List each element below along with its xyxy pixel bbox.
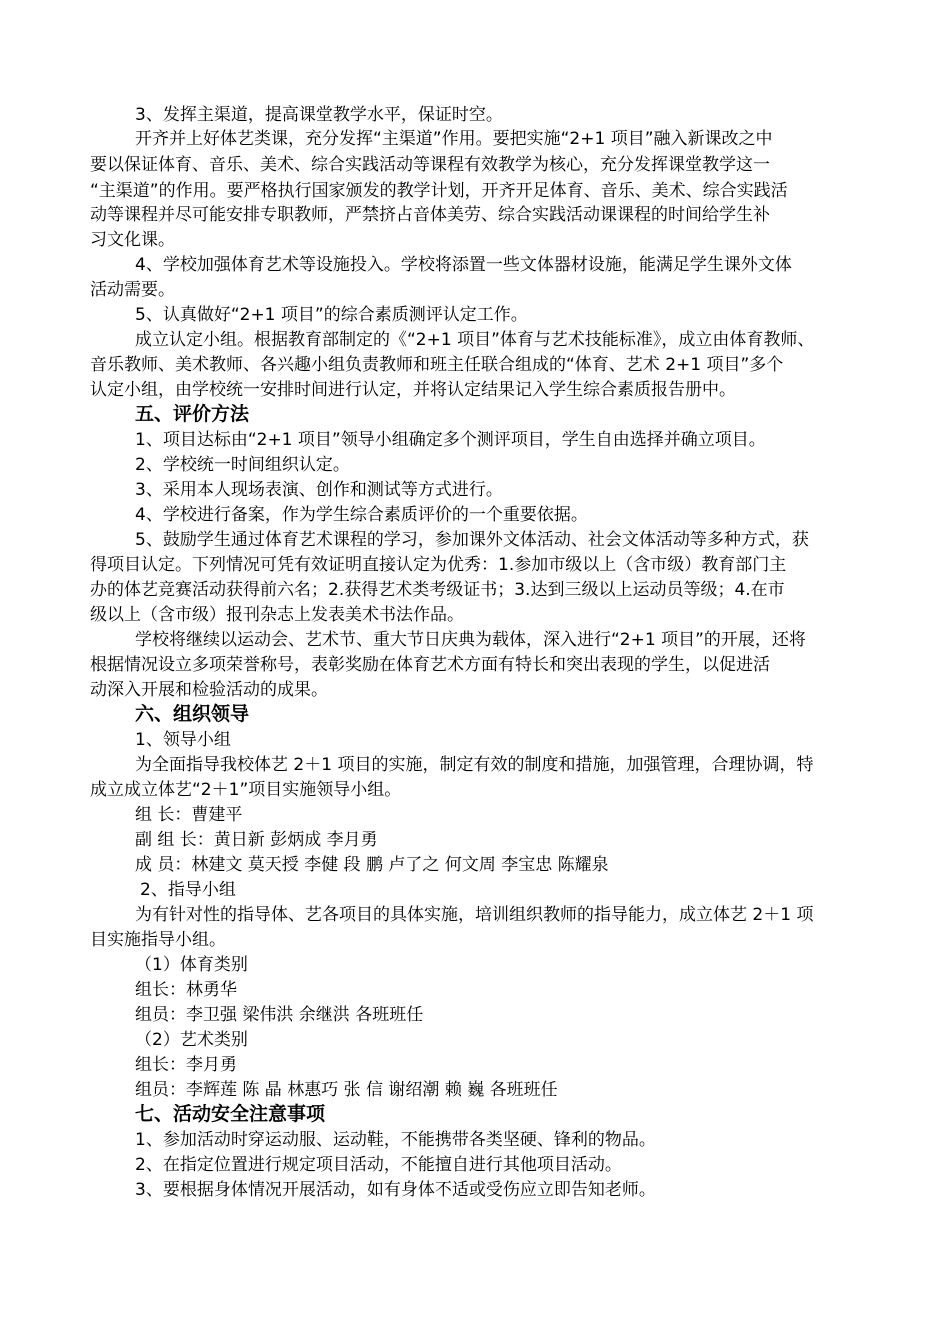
list-item: 1、参加活动时穿运动服、运动鞋，不能携带各类坚硬、锋利的物品。: [135, 1130, 656, 1150]
section-heading: 五、评价方法: [135, 403, 250, 425]
member-line: 组 长：曹建平: [135, 805, 243, 825]
member-line: 成 员：林建文 莫天授 李健 段 鹏 卢了之 何文周 李宝忠 陈耀泉: [135, 855, 609, 875]
list-item: 4、学校进行备案，作为学生综合素质评价的一个重要依据。: [135, 505, 588, 525]
member-line: 组长：林勇华: [135, 980, 237, 1000]
list-item: 3、要根据身体情况开展活动，如有身体不适或受伤应立即告知老师。: [135, 1180, 656, 1200]
list-item: 4、学校加强体育艺术等设施投入。学校将添置一些文体器材设施，能满足学生课外文体: [135, 255, 792, 275]
paragraph-line: 办的体艺竞赛活动获得前六名；2.获得艺术类考级证书；3.达到三级以上运动员等级；4.在市: [90, 580, 785, 600]
list-item: 5、认真做好“2+1 项目”的综合素质测评认定工作。: [135, 305, 528, 325]
paragraph-line: 认定小组，由学校统一安排时间进行认定，并将认定结果记入学生综合素质报告册中。: [90, 380, 736, 400]
member-line: 副 组 长：黄日新 彭炳成 李月勇: [135, 830, 378, 850]
paragraph-line: 活动需要。: [90, 280, 175, 300]
list-item: 3、发挥主渠道，提高课堂教学水平，保证时空。: [135, 105, 503, 125]
subsection-heading: 2、指导小组: [140, 880, 236, 900]
paragraph-line: 目实施指导小组。: [90, 930, 226, 950]
paragraph-line: 成立认定小组。根据教育部制定的《“2+1 项目”体育与艺术技能标准》，成立由体育教师、: [135, 330, 815, 350]
paragraph-line: 级以上（含市级）报刊杂志上发表美术书法作品。: [90, 605, 464, 625]
paragraph-line: 开齐并上好体艺类课，充分发挥“主渠道”作用。要把实施“2+1 项目”融入新课改之中: [135, 129, 773, 149]
list-item: 1、项目达标由“2+1 项目”领导小组确定多个测评项目，学生自由选择并确立项目。: [135, 430, 766, 450]
paragraph-line: 得项目认定。下列情况可凭有效证明直接认定为优秀：1.参加市级以上（含市级）教育部门主: [90, 555, 787, 575]
paragraph-line: 动等课程并尽可能安排专职教师，严禁挤占音体美劳、综合实践活动课课程的时间给学生补: [90, 205, 770, 225]
list-item: 2、学校统一时间组织认定。: [135, 455, 350, 475]
paragraph-line: 成立成立体艺“2＋1”项目实施领导小组。: [90, 780, 402, 800]
paragraph-line: “主渠道”的作用。要严格执行国家颁发的教学计划，开齐开足体育、音乐、美术、综合实践活: [90, 181, 788, 201]
paragraph-line: 为全面指导我校体艺 2＋1 项目的实施，制定有效的制度和措施，加强管理，合理协调，特: [135, 755, 814, 775]
list-item: 5、鼓励学生通过体育艺术课程的学习，参加课外文体活动、社会文体活动等多种方式，获: [135, 530, 809, 550]
category-heading: （2）艺术类别: [135, 1030, 248, 1050]
list-item: 3、采用本人现场表演、创作和测试等方式进行。: [135, 480, 503, 500]
member-line: 组员：李卫强 梁伟洪 余继洪 各班班任: [135, 1005, 424, 1025]
paragraph-line: 学校将继续以运动会、艺术节、重大节日庆典为载体，深入进行“2+1 项目”的开展，还将: [135, 630, 806, 650]
paragraph-line: 动深入开展和检验活动的成果。: [90, 680, 328, 700]
paragraph-line: 根据情况设立多项荣誉称号，表彰奖励在体育艺术方面有特长和突出表现的学生，以促进活: [90, 655, 770, 675]
section-heading: 七、活动安全注意事项: [135, 1103, 326, 1125]
paragraph-line: 音乐教师、美术教师、各兴趣小组负责教师和班主任联合组成的“体育、艺术 2+1 项目”多个: [90, 355, 784, 375]
member-line: 组员：李辉莲 陈 晶 林惠巧 张 信 谢绍潮 赖 巍 各班班任: [135, 1080, 558, 1100]
section-heading: 六、组织领导: [135, 703, 250, 725]
paragraph-line: 习文化课。: [90, 230, 175, 250]
paragraph-line: 为有针对性的指导体、艺各项目的具体实施，培训组织教师的指导能力，成立体艺 2＋1 项: [135, 905, 814, 925]
member-line: 组长：李月勇: [135, 1055, 237, 1075]
paragraph-line: 要以保证体育、音乐、美术、综合实践活动等课程有效教学为核心，充分发挥课堂教学这一: [90, 155, 770, 175]
subsection-heading: 1、领导小组: [135, 730, 231, 750]
list-item: 2、在指定位置进行规定项目活动，不能擅自进行其他项目活动。: [135, 1155, 622, 1175]
category-heading: （1）体育类别: [135, 955, 248, 975]
